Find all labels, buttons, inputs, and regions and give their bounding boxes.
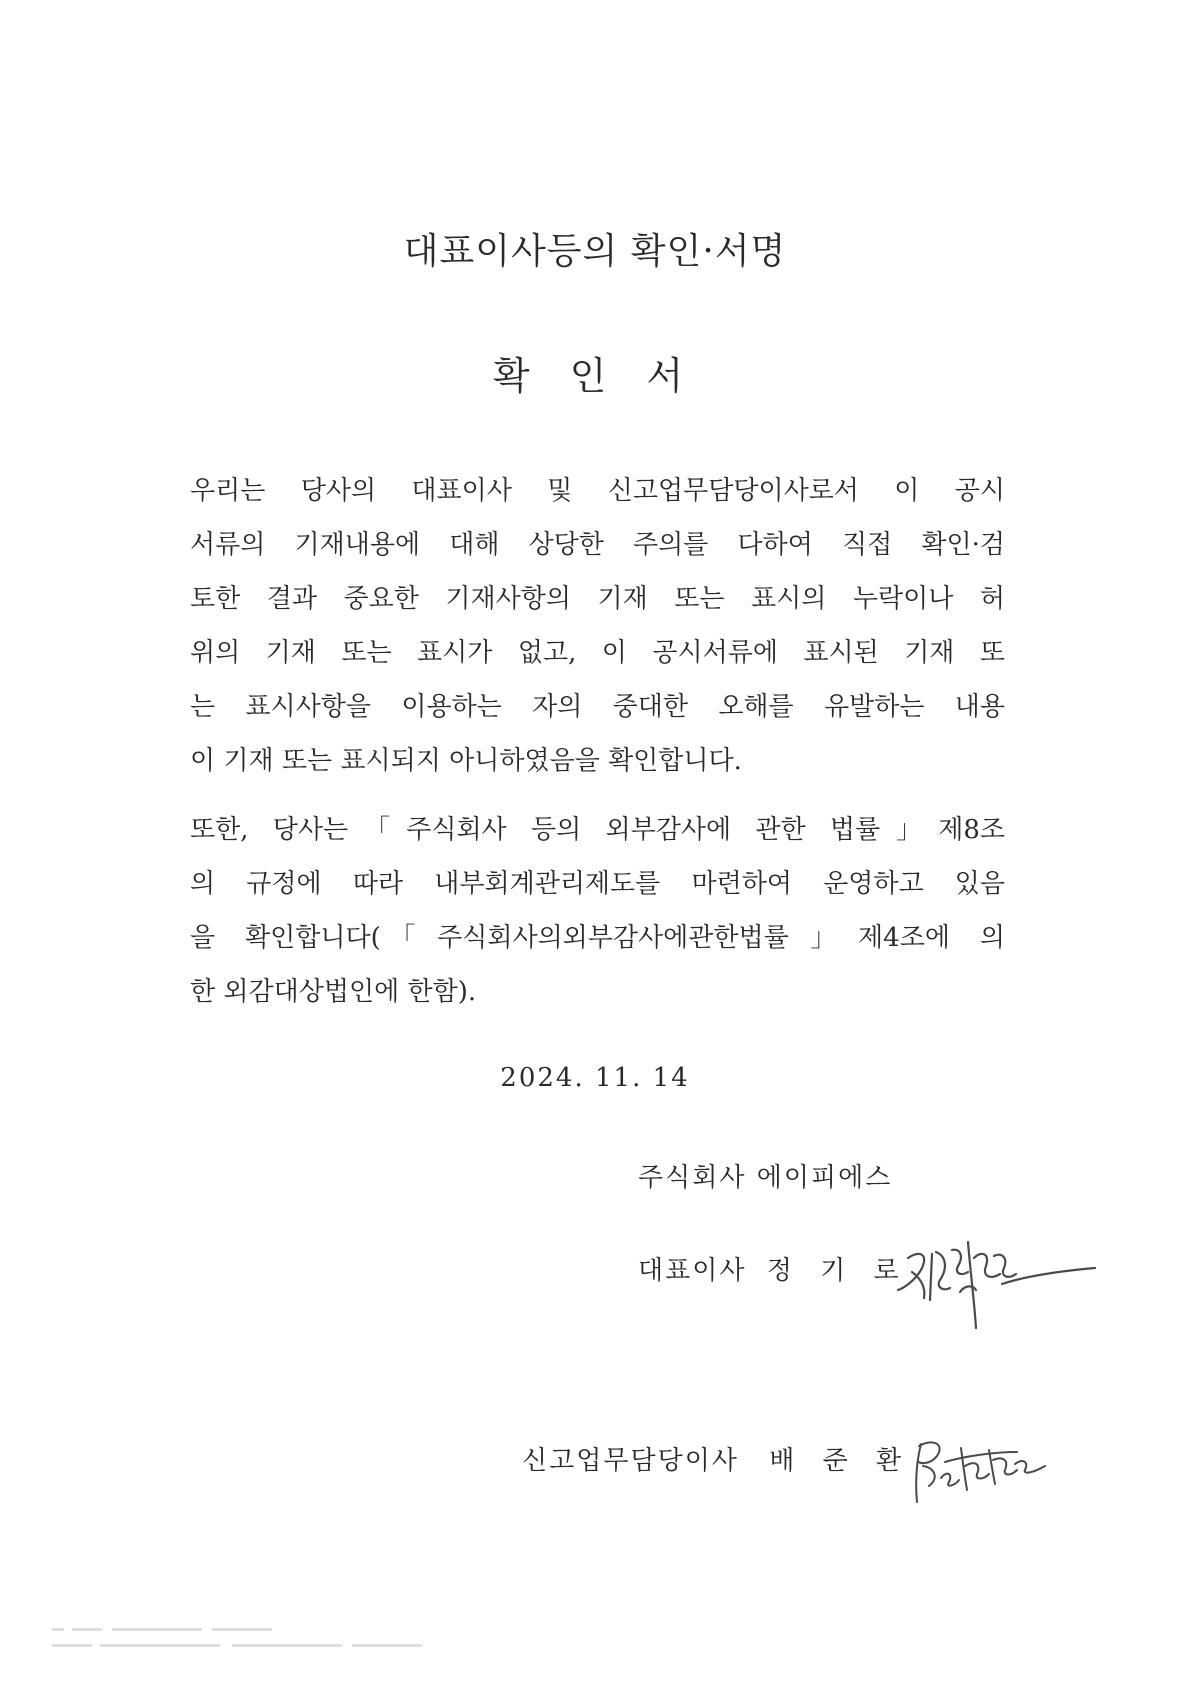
company-name: 주식회사 에이피에스 (638, 1163, 893, 1193)
paragraph-line: 위의 기재 또는 표시가 없고, 이 공시서류에 표시된 기재 또 (190, 638, 1005, 668)
officer-signature-line (522, 1440, 911, 1477)
paragraph-line: 또한, 당사는「주식회사 등의 외부감사에 관한 법률」제8조 (190, 815, 1005, 845)
officer-signature (905, 1430, 1055, 1510)
ceo-signature-line (638, 1250, 909, 1287)
officer-name: 배 준 환 (769, 1446, 912, 1476)
ceo-title: 대표이사 (638, 1256, 747, 1286)
paragraph-line: 는 표시사항을 이용하는 자의 중대한 오해를 유발하는 내용 (190, 692, 1005, 722)
paragraph-line: 을 확인합니다(「주식회사의외부감사에관한법률」제4조에 의 (190, 923, 1005, 953)
paragraph-line: 우리는 당사의 대표이사 및 신고업무담당이사로서 이 공시 (190, 476, 1005, 506)
paragraph-line: 의 규정에 따라 내부회계관리제도를 마련하여 운영하고 있음 (190, 869, 1005, 899)
ceo-signature (890, 1228, 1100, 1338)
internal-control-paragraph (190, 803, 1005, 1019)
paragraph-line: 이 기재 또는 표시되지 아니하였음을 확인합니다. (190, 746, 742, 776)
paragraph-line: 토한 결과 중요한 기재사항의 기재 또는 표시의 누락이나 허 (190, 584, 1005, 614)
confirmation-paragraph (190, 464, 1005, 788)
scan-artifact (52, 1622, 432, 1656)
document-title: 확 인 서 (492, 354, 698, 398)
officer-title: 신고업무담당이사 (522, 1446, 739, 1476)
paragraph-line: 서류의 기재내용에 대해 상당한 주의를 다하여 직접 확인·검 (190, 530, 1005, 560)
document-heading: 대표이사등의 확인·서명 (403, 231, 787, 272)
document-date: 2024. 11. 14 (500, 1063, 690, 1093)
paragraph-line: 한 외감대상법인에 한함). (190, 977, 477, 1007)
ceo-name: 정 기 로 (766, 1256, 909, 1286)
